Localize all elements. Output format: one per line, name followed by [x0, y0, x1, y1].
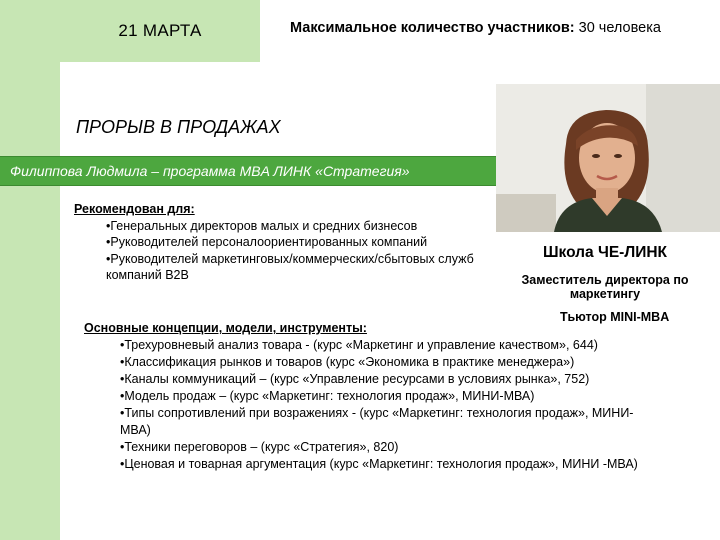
max-participants-label: Максимальное количество участников:	[290, 20, 575, 36]
concepts-section	[84, 320, 664, 473]
tutor-label: Тьютор MINI-MBA	[560, 310, 670, 324]
list-item: •Трехуровневый анализ товара - (курс «Маркетинг и управление качеством», 644)	[120, 338, 598, 352]
concepts-list	[84, 337, 664, 473]
event-date: 21 МАРТА	[118, 21, 202, 40]
list-item: •Ценовая и товарная аргументация (курс «Маркетинг: технология продаж», МИНИ -МВА)	[120, 457, 638, 471]
date-box	[60, 0, 260, 62]
speaker-role: Заместитель директора по маркетингу	[521, 273, 689, 301]
program-line: Филиппова Людмила – программа MBA ЛИНК «Стратегия»	[10, 163, 410, 179]
list-item: •Руководителей персоналоориентированных компаний	[106, 235, 428, 249]
list-item: •Модель продаж – (курс «Маркетинг: технология продаж», МИНИ-МВА)	[120, 389, 535, 403]
list-item: •Техники переговоров – (курс «Стратегия», 820)	[120, 440, 399, 454]
list-item: •Каналы коммуникаций – (курс «Управление ресурсами в условиях рынка», 752)	[120, 372, 590, 386]
list-item: •Классификация рынков и товаров (курс «Экономика в практике менеджера»)	[120, 355, 575, 369]
speaker-photo	[496, 84, 720, 232]
course-title: ПРОРЫВ В ПРОДАЖАХ	[76, 117, 281, 137]
list-item: •Руководителей маркетинговых/коммерческих/сбытовых служб компаний B2B	[106, 251, 474, 282]
school-name: Школа ЧЕ-ЛИНК	[542, 244, 668, 261]
recommended-heading: Рекомендован для:	[74, 202, 195, 216]
program-bar	[0, 156, 496, 186]
max-participants	[290, 20, 661, 36]
concepts-heading: Основные концепции, модели, инструменты:	[84, 321, 367, 335]
recommended-list	[74, 218, 484, 284]
list-item: •Генеральных директоров малых и средних бизнесов	[106, 218, 418, 233]
recommended-section	[74, 201, 484, 284]
list-item: •Типы сопротивлений при возражениях - (курс «Маркетинг: технология продаж», МИНИ-МВА)	[120, 406, 634, 437]
max-participants-value: 30 человека	[578, 20, 661, 36]
left-decorative-strip	[0, 0, 60, 540]
